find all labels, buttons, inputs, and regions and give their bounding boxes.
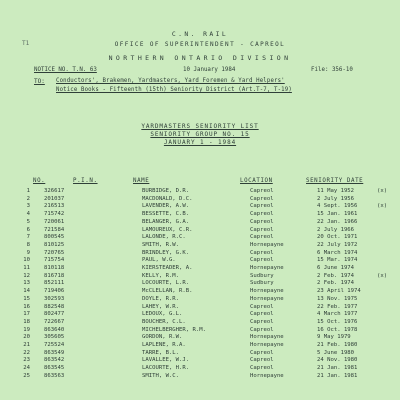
row-location: Hornepayne xyxy=(250,241,284,248)
row-seniority-date: 24 Nov. 1980 xyxy=(317,357,358,364)
row-remark xyxy=(377,350,393,358)
row-location: Capreol xyxy=(250,365,274,372)
table-row xyxy=(0,242,393,250)
row-pin: 201037 xyxy=(44,195,65,202)
table-row xyxy=(0,373,393,381)
row-remark xyxy=(377,357,393,365)
row-remark: (x) xyxy=(377,203,388,210)
row-seniority-date: 21 Feb. 1980 xyxy=(317,342,358,349)
row-remark: (x) xyxy=(377,188,388,194)
row-number: 13 xyxy=(23,280,30,287)
row-name: MACDONALD, D.C. xyxy=(142,195,193,202)
row-seniority-date: 21 Jan. 1981 xyxy=(317,365,358,372)
row-number: 16 xyxy=(23,303,30,310)
table-row xyxy=(0,365,393,373)
row-pin: 715754 xyxy=(44,257,65,264)
row-location: Capreol xyxy=(250,203,274,210)
row-location: Capreol xyxy=(250,349,274,356)
row-pin: 720061 xyxy=(44,218,65,225)
row-pin: 720765 xyxy=(44,249,65,256)
row-location: Capreol xyxy=(250,326,274,333)
row-remark xyxy=(377,227,393,235)
row-name: PAUL, W.G. xyxy=(142,257,176,264)
to-line-1: Conductors', Brakemen, Yardmasters, Yard Foremen & Yard Helpers' xyxy=(56,78,285,84)
row-name: SMITH, R.W. xyxy=(142,241,180,248)
row-seniority-date: 22 July 1972 xyxy=(317,241,358,248)
table-row xyxy=(0,250,393,258)
row-pin: 810125 xyxy=(44,241,65,248)
row-remark xyxy=(377,334,393,342)
row-remark xyxy=(377,304,393,312)
table-row xyxy=(0,280,393,288)
row-location: Hornepayne xyxy=(250,295,284,302)
row-location: Capreol xyxy=(250,211,274,218)
row-name: GORDON, R.W. xyxy=(142,334,183,341)
row-number: 2 xyxy=(26,195,30,202)
row-location: Capreol xyxy=(250,318,274,325)
row-remark xyxy=(377,219,393,227)
row-location: Capreol xyxy=(250,195,274,202)
row-seniority-date: 4 Sept. 1956 xyxy=(317,203,358,210)
table-row xyxy=(0,357,393,365)
row-pin: 725524 xyxy=(44,342,65,349)
table-row xyxy=(0,288,393,296)
table-row xyxy=(0,273,393,281)
row-number: 20 xyxy=(23,334,30,341)
row-pin: 302593 xyxy=(44,295,65,302)
row-name: BOUCHER, C.L. xyxy=(142,318,186,325)
row-location: Capreol xyxy=(250,303,274,310)
row-seniority-date: 20 Oct. 1971 xyxy=(317,234,358,241)
table-row xyxy=(0,219,393,227)
row-number: 15 xyxy=(23,295,30,302)
office-name: OFFICE OF SUPERINTENDENT - CAPREOL xyxy=(114,41,286,48)
table-row xyxy=(0,196,393,204)
to-label: TO: xyxy=(34,78,45,85)
column-header-date: SENIORITY DATE xyxy=(306,178,364,184)
row-number: 22 xyxy=(23,349,30,356)
row-seniority-date: 2 Feb. 1974 xyxy=(317,280,355,287)
row-pin: 715742 xyxy=(44,211,65,218)
file-number: File: 356-10 xyxy=(311,67,353,73)
row-number: 12 xyxy=(23,272,30,279)
column-header-pin: P.I.N. xyxy=(73,178,98,184)
to-line-2: Notice Books - Fifteenth (15th) Seniority District (Art.T-7, T-19) xyxy=(56,87,292,93)
row-number: 6 xyxy=(26,226,30,233)
row-pin: 882548 xyxy=(44,303,65,310)
row-location: Capreol xyxy=(250,218,274,225)
row-name: LAVENDER, A.W. xyxy=(142,203,190,210)
column-header-location: LOCATION xyxy=(240,178,273,184)
row-location: Hornepayne xyxy=(250,342,284,349)
row-pin: 216513 xyxy=(44,203,65,210)
row-number: 7 xyxy=(26,234,30,241)
row-seniority-date: 2 July 1956 xyxy=(317,195,355,202)
row-seniority-date: 4 March 1977 xyxy=(317,311,358,318)
row-pin: 863542 xyxy=(44,357,65,364)
notice-date: 10 January 1984 xyxy=(183,67,236,73)
row-remark xyxy=(377,234,393,242)
row-location: Capreol xyxy=(250,234,274,241)
row-seniority-date: 9 May 1979 xyxy=(317,334,351,341)
column-header-name: NAME xyxy=(133,178,150,184)
row-number: 8 xyxy=(26,241,30,248)
row-name: LAMOUREUX, C.R. xyxy=(142,226,193,233)
row-location: Capreol xyxy=(250,257,274,264)
row-pin: 816718 xyxy=(44,272,65,279)
row-seniority-date: 15 Oct. 1976 xyxy=(317,318,358,325)
table-row xyxy=(0,227,393,235)
seniority-table xyxy=(0,188,393,381)
row-pin: 800545 xyxy=(44,234,65,241)
row-number: 10 xyxy=(23,257,30,264)
row-name: LAHEY, W.R. xyxy=(142,303,180,310)
row-pin: 719406 xyxy=(44,288,65,295)
table-row xyxy=(0,319,393,327)
row-seniority-date: 11 May 1952 xyxy=(317,188,355,194)
notice-number: NOTICE NO. T.N. 63 xyxy=(34,67,97,73)
row-remark xyxy=(377,250,393,258)
row-remark xyxy=(377,257,393,265)
row-location: Sudbury xyxy=(250,280,274,287)
row-pin: 863640 xyxy=(44,326,65,333)
table-row xyxy=(0,211,393,219)
row-name: DOYLE, R.R. xyxy=(142,295,180,302)
row-number: 14 xyxy=(23,288,30,295)
row-location: Hornepayne xyxy=(250,372,284,379)
row-location: Capreol xyxy=(250,311,274,318)
row-location: Capreol xyxy=(250,188,274,194)
row-name: LALONDE, R.C. xyxy=(142,234,186,241)
row-seniority-date: 15 Mar. 1974 xyxy=(317,257,358,264)
row-seniority-date: 2 Feb. 1974 xyxy=(317,272,355,279)
row-pin: 722667 xyxy=(44,318,65,325)
row-number: 23 xyxy=(23,357,30,364)
row-remark xyxy=(377,242,393,250)
row-location: Capreol xyxy=(250,357,274,364)
row-number: 3 xyxy=(26,203,30,210)
row-remark xyxy=(377,265,393,273)
row-pin: 852111 xyxy=(44,280,65,287)
row-remark xyxy=(377,365,393,373)
column-header-no: NO. xyxy=(33,178,46,184)
row-seniority-date: 15 Jan. 1961 xyxy=(317,211,358,218)
row-seniority-date: 22 Feb. 1977 xyxy=(317,303,358,310)
row-number: 18 xyxy=(23,318,30,325)
row-number: 17 xyxy=(23,311,30,318)
row-name: BELANGER, G.A. xyxy=(142,218,190,225)
row-remark xyxy=(377,196,393,204)
row-remark xyxy=(377,211,393,219)
row-location: Hornepayne xyxy=(250,288,284,295)
row-seniority-date: 22 Jan. 1966 xyxy=(317,218,358,225)
row-remark xyxy=(377,373,393,381)
row-seniority-date: 21 Jan. 1981 xyxy=(317,372,358,379)
row-name: LAPLENE, R.A. xyxy=(142,342,186,349)
row-number: 24 xyxy=(23,365,30,372)
row-seniority-date: 6 March 1974 xyxy=(317,249,358,256)
row-name: LAVALLEE, W.J. xyxy=(142,357,190,364)
row-remark xyxy=(377,280,393,288)
table-row xyxy=(0,304,393,312)
row-remark: (x) xyxy=(377,272,388,279)
row-name: McCLELLAN, R.B. xyxy=(142,288,193,295)
division-name: NORTHERN ONTARIO DIVISION xyxy=(108,54,292,62)
row-number: 4 xyxy=(26,211,30,218)
table-row xyxy=(0,188,393,196)
row-number: 21 xyxy=(23,342,30,349)
row-seniority-date: 13 Nov. 1975 xyxy=(317,295,358,302)
row-number: 1 xyxy=(26,188,30,194)
row-pin: 863563 xyxy=(44,372,65,379)
table-row xyxy=(0,257,393,265)
row-location: Sudbury xyxy=(250,272,274,279)
table-row xyxy=(0,342,393,350)
row-name: KIERSTEADER, A. xyxy=(142,265,193,272)
table-row xyxy=(0,311,393,319)
row-name: BURBIDGE, D.R. xyxy=(142,188,190,194)
row-seniority-date: 2 July 1966 xyxy=(317,226,355,233)
row-name: BRINDLEY, G.K. xyxy=(142,249,190,256)
table-row xyxy=(0,350,393,358)
org-name: C.N. RAIL xyxy=(171,30,229,38)
list-date: JANUARY 1 - 1984 xyxy=(163,139,237,146)
row-remark xyxy=(377,311,393,319)
list-group: SENIORITY GROUP NO. 15 xyxy=(150,131,250,138)
row-location: Capreol xyxy=(250,249,274,256)
table-row xyxy=(0,203,393,211)
row-seniority-date: 5 June 1980 xyxy=(317,349,355,356)
table-row xyxy=(0,265,393,273)
row-seniority-date: 6 June 1974 xyxy=(317,265,355,272)
row-remark xyxy=(377,327,393,335)
row-seniority-date: 23 April 1974 xyxy=(317,288,361,295)
row-location: Capreol xyxy=(250,226,274,233)
row-remark xyxy=(377,288,393,296)
row-number: 5 xyxy=(26,218,30,225)
row-number: 11 xyxy=(23,265,30,272)
row-name: MICHELBERGHER, R.M. xyxy=(142,326,206,333)
row-pin: 721584 xyxy=(44,226,65,233)
list-title: YARDMASTERS SENIORITY LIST xyxy=(141,123,259,130)
row-number: 19 xyxy=(23,326,30,333)
table-row xyxy=(0,296,393,304)
row-number: 9 xyxy=(26,249,30,256)
row-name: KELLY, R.M. xyxy=(142,272,180,279)
row-remark xyxy=(377,342,393,350)
row-pin: 863545 xyxy=(44,365,65,372)
row-pin: 326617 xyxy=(44,188,65,194)
table-row xyxy=(0,327,393,335)
row-name: LOCOURTE, L.R. xyxy=(142,280,190,287)
row-location: Hornepayne xyxy=(250,265,284,272)
row-name: TARRE, B.L. xyxy=(142,349,180,356)
row-remark xyxy=(377,319,393,327)
row-name: LACOURTE, H.R. xyxy=(142,365,190,372)
row-number: 25 xyxy=(23,372,30,379)
row-name: LEDOUX, G.L. xyxy=(142,311,183,318)
row-location: Hornepayne xyxy=(250,334,284,341)
row-seniority-date: 16 Oct. 1978 xyxy=(317,326,358,333)
row-pin: 810118 xyxy=(44,265,65,272)
row-pin: 863549 xyxy=(44,349,65,356)
table-row xyxy=(0,334,393,342)
row-pin: 305605 xyxy=(44,334,65,341)
row-name: SMITH, W.C. xyxy=(142,372,180,379)
row-remark xyxy=(377,296,393,304)
corner-mark: T1 xyxy=(22,40,30,47)
row-name: BESSETTE, C.B. xyxy=(142,211,190,218)
row-pin: 802477 xyxy=(44,311,65,318)
table-row xyxy=(0,234,393,242)
